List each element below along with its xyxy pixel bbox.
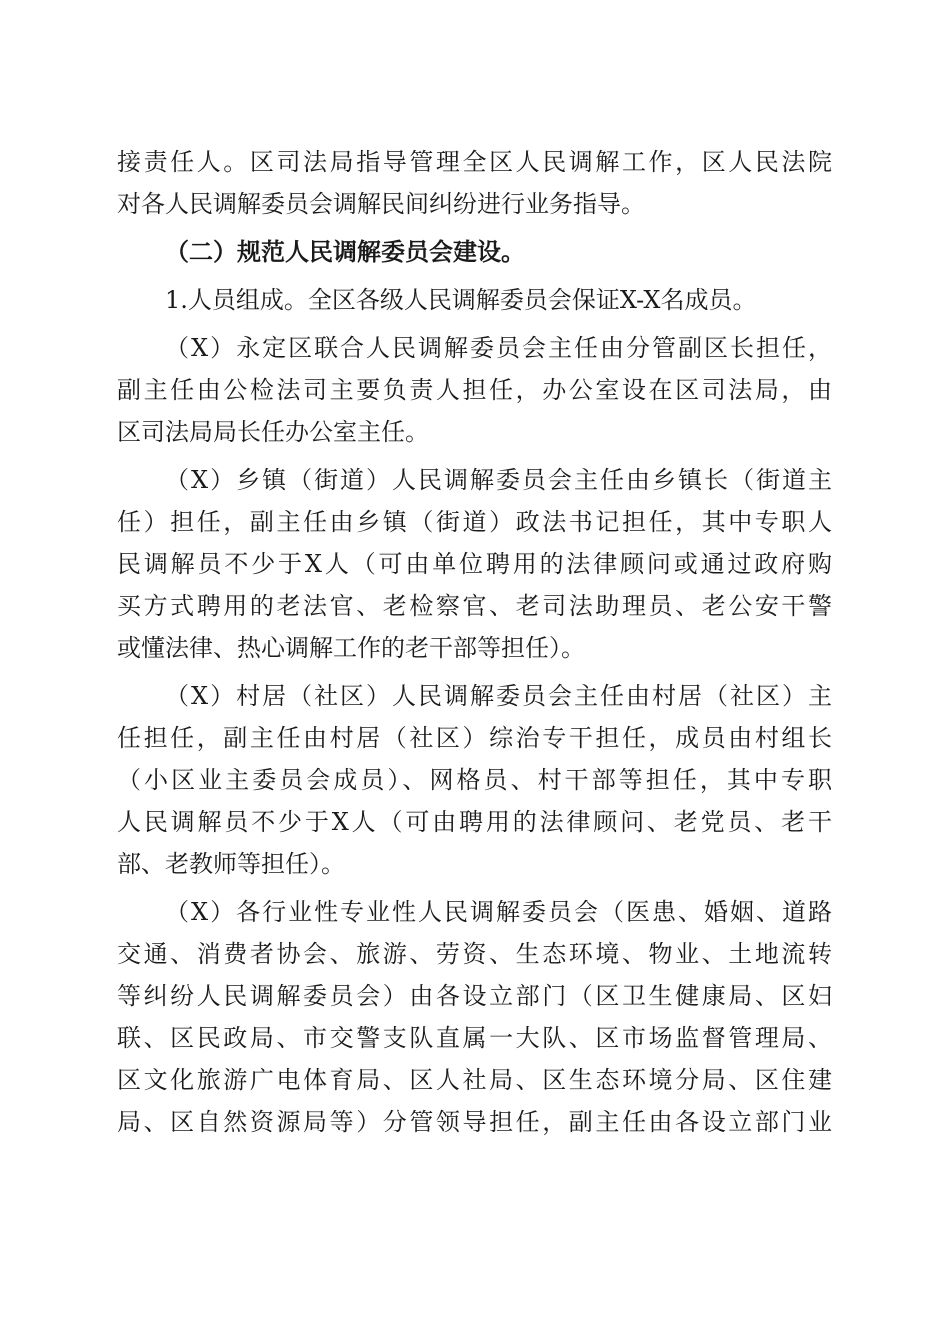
text-line: 买方式聘用的老法官、老检察官、老司法助理员、老公安干警 (117, 592, 832, 620)
text-line: 1.人员组成。全区各级人民调解委员会保证X-X名成员。 (165, 286, 757, 314)
text-line: 等纠纷人民调解委员会）由各设立部门（区卫生健康局、区妇 (117, 982, 832, 1010)
text-line: 或懂法律、热心调解工作的老干部等担任）。 (117, 634, 585, 662)
text-line: 人民调解员不少于X人（可由聘用的法律顾问、老党员、老干 (117, 808, 832, 836)
text-line: 任）担任，副主任由乡镇（街道）政法书记担任，其中专职人 (117, 508, 832, 536)
text-line: （X）各行业性专业性人民调解委员会（医患、婚姻、道路 (165, 898, 832, 926)
text-line: 局、区自然资源局等）分管领导担任，副主任由各设立部门业 (117, 1108, 832, 1136)
text-line: 对各人民调解委员会调解民间纠纷进行业务指导。 (117, 190, 645, 218)
text-line: 任担任，副主任由村居（社区）综治专干担任，成员由村组长 (117, 724, 832, 752)
section-heading: （二）规范人民调解委员会建设。 (165, 237, 525, 266)
document-body (117, 141, 832, 1143)
text-line: 联、区民政局、市交警支队直属一大队、区市场监督管理局、 (117, 1024, 832, 1052)
text-line: （X）永定区联合人民调解委员会主任由分管副区长担任， (165, 334, 832, 362)
text-line: 区司法局局长任办公室主任。 (117, 418, 429, 446)
text-line: 交通、消费者协会、旅游、劳资、生态环境、物业、土地流转 (117, 940, 832, 968)
text-line: 接责任人。区司法局指导管理全区人民调解工作，区人民法院 (117, 148, 832, 176)
text-line: 区文化旅游广电体育局、区人社局、区生态环境分局、区住建 (117, 1066, 832, 1094)
text-line: （X）乡镇（街道）人民调解委员会主任由乡镇长（街道主 (165, 466, 832, 494)
text-line: 副主任由公检法司主要负责人担任，办公室设在区司法局，由 (117, 376, 832, 404)
text-line: 部、老教师等担任）。 (117, 850, 345, 878)
text-line: （X）村居（社区）人民调解委员会主任由村居（社区）主 (165, 682, 832, 710)
text-line: （小区业主委员会成员）、网格员、村干部等担任，其中专职 (117, 766, 832, 794)
text-line: 民调解员不少于X人（可由单位聘用的法律顾问或通过政府购 (117, 550, 832, 578)
